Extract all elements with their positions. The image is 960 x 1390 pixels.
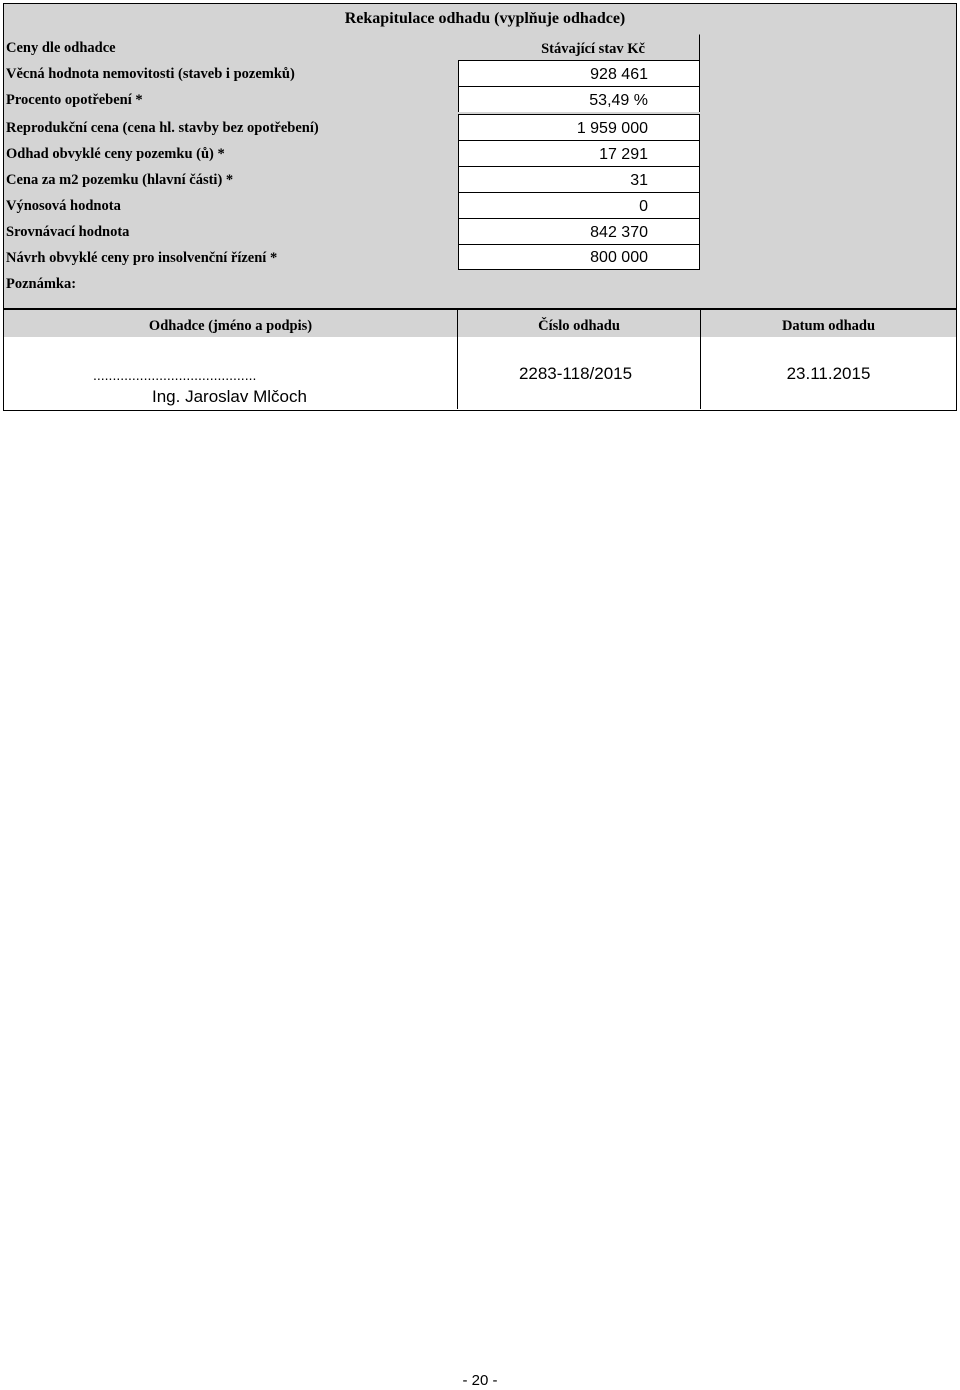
row-label: Odhad obvyklé ceny pozemku (ů) * bbox=[6, 146, 225, 162]
row-value: 0 bbox=[639, 198, 648, 215]
table-row bbox=[4, 60, 956, 86]
row-label: Návrh obvyklé ceny pro insolvenční řízení * bbox=[6, 250, 278, 266]
appraisal-date: 23.11.2015 bbox=[786, 364, 871, 383]
summary-table bbox=[3, 3, 957, 309]
row-label: Cena za m2 pozemku (hlavní části) * bbox=[6, 172, 234, 188]
table-row bbox=[4, 140, 956, 166]
row-value-cell bbox=[458, 86, 700, 112]
number-cell bbox=[457, 337, 700, 409]
row-label: Věcná hodnota nemovitosti (staveb i pozemků) bbox=[6, 66, 295, 82]
row-value: 53,49 % bbox=[589, 92, 648, 109]
summary-title-text: Rekapitulace odhadu (vyplňuje odhadce) bbox=[344, 10, 626, 27]
appraisal-number: 2283-118/2015 bbox=[518, 364, 633, 383]
number-header: Číslo odhadu bbox=[538, 318, 620, 334]
row-value-cell bbox=[458, 140, 700, 166]
row-label: Reprodukční cena (cena hl. stavby bez opotřebení) bbox=[6, 120, 319, 136]
appraiser-header: Odhadce (jméno a podpis) bbox=[148, 318, 313, 334]
table-row bbox=[4, 192, 956, 218]
date-header: Datum odhadu bbox=[781, 318, 876, 334]
appraiser-header-cell bbox=[4, 310, 457, 337]
row-label: Procento opotřebení * bbox=[6, 92, 143, 108]
row-label: Výnosová hodnota bbox=[6, 198, 121, 214]
row-value-cell bbox=[458, 166, 700, 192]
note-label: Poznámka: bbox=[6, 276, 77, 292]
number-header-cell bbox=[457, 310, 700, 337]
page-number: - 20 - bbox=[462, 1372, 498, 1389]
summary-header-value-cell bbox=[458, 34, 700, 60]
row-value: 800 000 bbox=[590, 249, 648, 266]
row-value-cell bbox=[458, 192, 700, 218]
row-value: 842 370 bbox=[590, 224, 648, 241]
summary-header-value: Stávající stav Kč bbox=[541, 41, 645, 57]
signature-body-row bbox=[4, 337, 956, 409]
signature-header-row bbox=[4, 309, 956, 338]
row-value: 17 291 bbox=[599, 146, 648, 163]
date-cell bbox=[700, 337, 956, 409]
appraiser-name: Ing. Jaroslav Mlčoch bbox=[152, 387, 307, 406]
row-value-cell bbox=[458, 244, 700, 270]
row-label: Srovnávací hodnota bbox=[6, 224, 130, 240]
row-value: 1 959 000 bbox=[576, 120, 648, 137]
row-value-cell bbox=[458, 60, 700, 86]
row-value: 928 461 bbox=[590, 66, 648, 83]
table-row bbox=[4, 114, 956, 140]
appraiser-cell bbox=[4, 337, 457, 409]
table-row bbox=[4, 166, 956, 192]
summary-header-row bbox=[4, 34, 956, 60]
summary-header-label: Ceny dle odhadce bbox=[6, 40, 116, 56]
row-value-cell bbox=[458, 218, 700, 244]
row-value: 31 bbox=[630, 172, 648, 189]
date-header-cell bbox=[700, 310, 956, 337]
table-row bbox=[4, 86, 956, 112]
table-row bbox=[4, 244, 956, 270]
table-row bbox=[4, 218, 956, 244]
signature-table bbox=[3, 309, 957, 411]
summary-title bbox=[4, 10, 958, 28]
signature-line: .......................................... bbox=[93, 367, 257, 383]
note-row bbox=[4, 274, 956, 308]
row-value-cell bbox=[458, 114, 700, 140]
